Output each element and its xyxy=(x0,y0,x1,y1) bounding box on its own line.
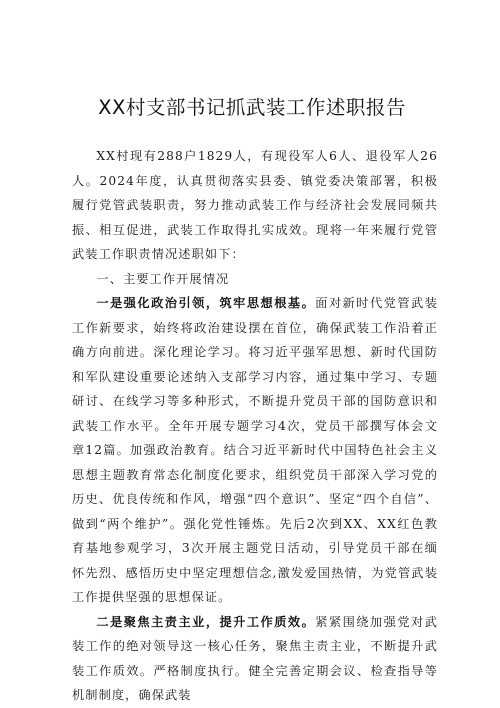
item-2-lead: 二是聚焦主责主业，提升工作质效。 xyxy=(96,614,316,629)
item-1-lead: 一是强化政治引领，筑牢思想根基。 xyxy=(96,296,316,310)
item-2-paragraph xyxy=(72,610,438,708)
item-1-paragraph xyxy=(72,291,438,610)
item-1-body: 面对新时代党管武装工作新要求，始终将政治建设摆在首位，确保武装工作沿着正确方向前进。深化理论学习。将习近平强军思想、新时代国防和军队建设重要论述纳入支部学习内容，通过集中学习、专题研讨、在线学习等多种形式，不断提升党员干部的国防意识和武装工作水平。全年开展专题学习4次，党员干部撰写体会文章12篇。加强政治教育。结合习近平新时代中国特色社会主义思想主题教育常态化制度化要求，组织党员干部深入学习党的历史、优良传统和作风，增强“四个意识”、坚定“四个自信”、做到“两个维护”。强化党性锤炼。先后2次到XX、XX红色教育基地参观学习，3次开展主题党日活动，引导党员干部在缅怀先烈、感悟历史中坚定理想信念,激发爱国热情，为党管武装工作提供坚强的思想保证。 xyxy=(72,296,438,604)
document-title: XX村支部书记抓武装工作述职报告 xyxy=(98,96,406,119)
item-2-body: 紧紧围绕加强党对武装工作的绝对领导这一核心任务，聚焦主责主业，不断提升武装工作质效。严格制度执行。健全完善定期会议、检查指导等机制制度，确保武装 xyxy=(72,614,438,702)
intro-paragraph: XX村现有288户1829人，有现役军人6人、退役军人26人。2024年度，认真贯彻落实县委、镇党委决策部署，积极履行党管武装职责，努力推动武装工作与经济社会发展同频共振、相互促进，武装工作取得扎实成效。现将一年来履行党管武装工作职责情况述职如下： xyxy=(72,149,438,261)
section-heading: 一、主要工作开展情况 xyxy=(96,271,230,286)
